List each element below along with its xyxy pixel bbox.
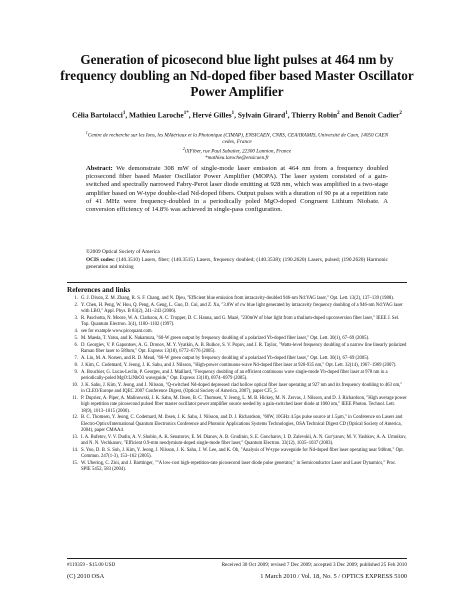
reference-item [67,329,407,335]
reference-item [67,303,407,315]
author-separator: , [125,110,130,120]
reference-item [67,383,407,395]
reference-item [67,316,407,328]
author-affiliation-mark: 1* [183,111,189,116]
reference-number: 2. [74,302,78,308]
reference-item [67,435,407,447]
reference-item [67,396,407,414]
reference-number: 1. [74,296,78,301]
author-name: Hervé Gilles [192,110,232,120]
reference-number: 8. [74,363,78,369]
author-affiliation-mark: 1 [285,111,288,116]
affiliation-2: $^2$iXFiber, rue Paul Sabatier, 22300 Lannion, France [182,145,292,155]
reference-text: M. Maeda, T. Yatsu, and K. Nakamura, "60-W green output by frequency doubling of a polarized Yb-doped fiber laser," Opt. Lett. 30(1), 67–69 (2005). [81,336,370,342]
author-separator: , [188,110,193,120]
affiliations [80,130,394,161]
footer-price: #119359 - $15.00 USD [67,562,116,568]
affiliation-1: $^1$Centre de recherche sur les Ions, les MAtériaux et la Photonique (CIMAP), ENSICAEN, CNRS, CEA/IRAMIS, Université de Caen, 14050 CAEN cedex, France [85,130,389,146]
reference-number: 3. [74,316,78,322]
author-affiliation-mark: 2 [399,111,402,116]
reference-item [67,336,407,342]
reference-text: see for example www.picoquant.com. [81,329,153,335]
author-separator: , [234,110,238,120]
reference-text: Y. Chen, H. Peng, W. Hou, Q. Peng, A. Geng, L. Guo, D. Cui, and Z. Xu, "3.8W of cw blue light generated by intracavity frequency doubling of a 946-nm Nd:YAG laser with LBO," Appl. Phys. B 83(2), 241–243 (2006). [81,302,403,315]
ocis-codes [86,257,388,271]
reference-text: P. Dupriez, A. Piper, A. Malinowski, J. K. Sahu, M. Ibsen, B. C. Thomsen, Y. Jeong, L. M. B. Hickey, M. N. Zervas, J. Nilsson, and D. J. Richardson, "High average power high repetition rate picosecond pulsed fiber master oscillator power amplifier source seeded by a gain-switched laser diode at 1060 nm," IEEE Photon. Technol. Lett. 18(9), 1013–1015 (2006). [81,396,407,414]
ocis-label: OCIS codes: [86,257,115,263]
reference-item [67,296,407,302]
reference-text: J. Kim, C. Codemard, Y. Jeong, J. K. Sahu, and J. Nilsson, "High-power continuous-wave Nd-doped fiber laser at 920-935 nm," Opt. Lett. 32(14), 1967–1969 (2007). [81,363,397,369]
author-affiliation-mark: 2 [337,111,340,116]
author-name: Thierry Robin [291,110,338,120]
corresponding-email[interactable]: *mathieu.laroche@ensicaen.fr [205,154,269,161]
copyright-line: ©2009 Optical Society of America [86,249,160,255]
reference-number: 9. [74,370,78,376]
reference-text: D. Georgiev, V. P. Gapontsev, A. G. Dronov, M. Y. Vyatkin, A. B. Rulkov, S. V. Popov, and J. R. Taylor, "Watts-level frequency doubling of a narrow line linearly polarized Raman fiber laser to 589nm," Opt. Express 13(18), 6772–6776 (2005). [81,343,407,355]
abstract-text: We demonstrate 308 mW of single-mode laser emission at 464 nm from a frequency doubled picosecond fiber based Master Oscillator Power Amplifier (MOPA). The laser system consisted of a gain-switched and spectrally narrowed Fabry-Perot laser diode emitting at 928 nm, which was amplified in a two-stage amplifier based on W-type double-clad Nd-doped fibers. Output pulses with a duration of 90 ps at a repetition rate of 41 MHz were frequency-doubled in a periodically poled MgO-doped Congruent Lithium Niobate. A conversion efficiency of 14.8% was achieved in single-pass configuration. [86,165,388,214]
reference-number: 4. [74,329,78,335]
reference-text: B. C. Thomsen, Y. Jeong, C. Codemard, M. Ibsen, J. K. Sahu, J. Nilsson, and D. J. Richardson, "60W, 10GHz 4.5ps pulse source at 1.5µm," in Conference on Lasers and Electro-Optics/International Quantum Electronics Conference and Photonic Applications Systems Technologies, OSA Technical Digest CD (Optical Society of America, 2004), paper CMAA4. [81,415,403,433]
author-affiliation-mark: 1 [231,111,235,116]
author-name: Célia Bartolacci [72,110,123,120]
reference-item [67,356,407,362]
abstract [86,165,388,214]
reference-number: 14. [72,447,78,453]
reference-number: 12. [72,415,78,421]
author-list [40,109,434,120]
reference-list [67,296,407,474]
author-name: Sylvain Girard [237,110,286,120]
reference-number: 15. [72,460,78,466]
author-separator: , [287,110,292,120]
divider-bottom [67,558,407,559]
reference-text: W. Ubering, C. Zini, and J. Barttinger, ""A low-cost high-repetition-rate picosecond laser diode pulse generator," in Semiconductor Laser and Laser Dynamics," Proc. SPIE 5452, 583 (2004). [81,460,397,472]
reference-text: A. Liu, M. A. Norsen, and R. D. Mead, "60-W green output by frequency doubling of a polarized Yb-doped fiber laser," Opt. Lett. 30(1), 67–69 (2005). [81,356,370,362]
abstract-label: Abstract: [86,165,113,172]
paper-title: Generation of picosecond blue light pulses at 464 nm by frequency doubling an Nd-doped fiber based Master Oscillator Power Amplifier [60,52,414,99]
reference-text: A. Bouchier, G. Lucas-Leclin, P. Georges, and J. Maillard, "Frequency doubling of an efficient continuous wave single-mode Yb-doped fiber laser at 978 nm in a periodically-poled MgO:LiNbO3 waveguide," Opt. Express 13(18), 6974–6979 (2005). [81,370,388,382]
reference-item [67,343,407,355]
reference-text: S. Yoo, D. B. S. Soh, J. Kim, Y. Jeong, J. Nilsson, J. K. Sahu, J. W. Lee, and K. Oh, "Analysis of W-type waveguide for Nd-doped fiber laser operating near 940nm," Opt. Commun. 247(1-3), 153–162 (2005). [81,447,404,459]
reference-number: 11. [72,396,78,402]
author-name: and Benoît Cadier [341,110,400,120]
reference-item [67,448,407,460]
reference-number: 5. [74,336,78,342]
reference-text: R. Paschotta, N. Moore, W. A. Clarkson, A. C. Tropper, D. C. Hanna, and G. Mazé, "230mW of blue light from a thulium-doped upconversion fiber laser," IEEE J. Sel. Top. Quantum Electron. 3(4), 1100–1102 (1997). [81,316,400,328]
reference-item [67,461,407,473]
reference-text: G. J. Dixon, Z. M. Zhang, R. S. F. Chang, and N. Djeu, "Efficient blue emission from intracavity-doubled 946-nm Nd:YAG laser," Opt. Lett. 13(2), 137–139 (1988). [81,296,394,301]
reference-item [67,363,407,369]
footer-dates: Received 30 Oct 2009; revised 7 Dec 2009; accepted 3 Dec 2009; published 25 Feb 2010 [221,562,407,568]
footer-journal: 1 March 2010 / Vol. 18, No. 5 / OPTICS EXPRESS 5100 [260,573,407,580]
reference-item [67,415,407,433]
reference-number: 10. [72,383,78,389]
author-name: Mathieu Laroche [129,110,184,120]
reference-text: I. A. Bufetov, V. V. Dudin, A. V. Shubin, A. K. Senatorov, E. M. Dianov, A. B. Grudinin, S. E. Goncharov, I. D. Zalevskii, A. N. Gur'yanov, M. V. Yashkov, A. A. Umnikov, and N. N. Vechkanov, "Efficient 0.9-mm neodymium-doped single-mode fiber laser," Quantum Electron. 33(12), 1035–1037 (2003). [81,434,407,446]
reference-text: J. K. Sahu, J. Kim, Y. Jeong, and J. Nilsson, "Q-switched Nd-doped depressed clad hollow optical fiber laser operating at 927 nm and its frequency doubling to 463 nm," in CLEO/Europe and IQEC 2007 Conference Digest, (Optical Society of America, 2007), paper CJ5_5. [81,383,403,395]
ocis-text: (140.3510) Lasers, fiber; (140.3515) Lasers, frequency doubled; (140.3538); (190.2620) Lasers, pulsed; (190.2620) Harmonic generation and mixing [86,257,388,270]
reference-item [67,370,407,382]
author-affiliation-mark: 1 [122,111,126,116]
reference-number: 7. [74,356,78,362]
footer-copyright: (C) 2010 OSA [67,573,105,580]
reference-number: 13. [72,434,78,440]
references-heading: References and links [67,286,131,294]
divider-top [67,282,407,283]
reference-number: 6. [74,343,78,349]
